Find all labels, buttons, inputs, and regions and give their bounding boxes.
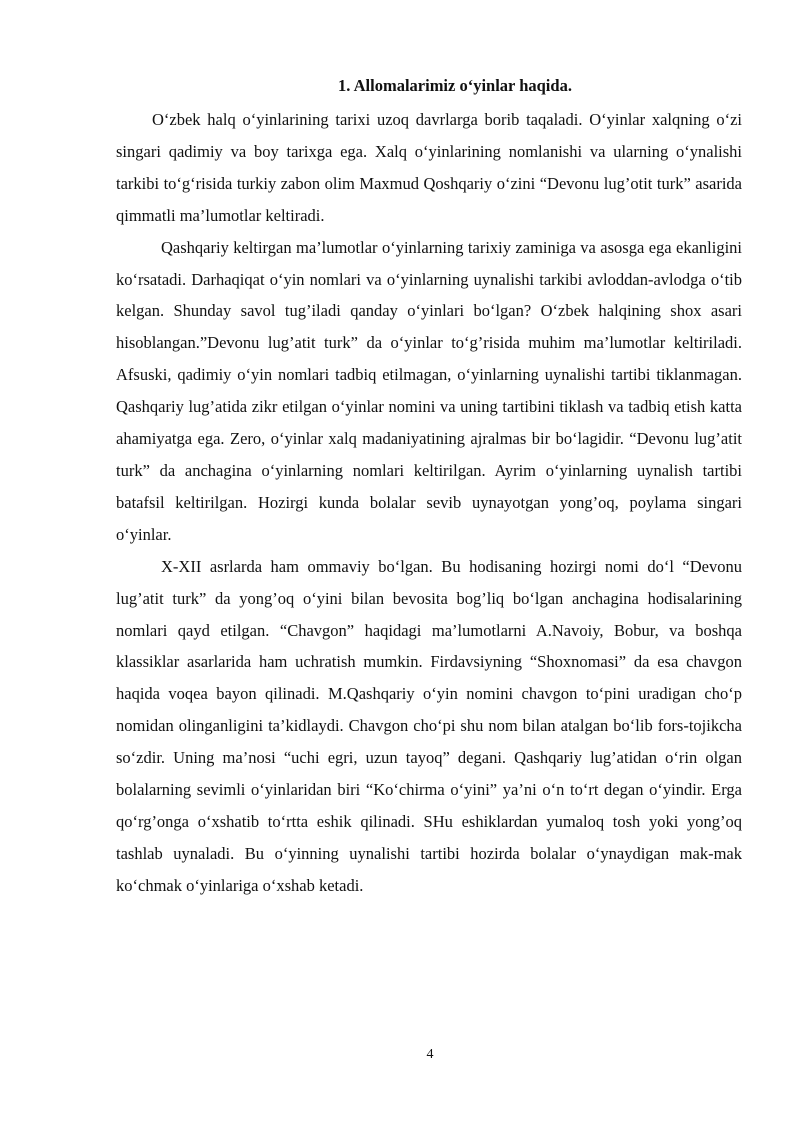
page-number: 4 — [426, 1047, 434, 1062]
paragraph-3: X-XII asrlarda ham ommaviy bo‘lgan. Bu hodisaning hozirgi nomi do‘l “Devonu lug’atit turk” da yong’oq o‘yini bilan bevosita bog’liq bo‘lgan anchagina hodisalarining nomlari qayd etilgan. “Chavgon” haqidagi ma’lumotlarni A.Navoiy, Bobur, va boshqa klassiklar asarlarida ham uchratish mumkin. Firdavsiyning “Shoxnomasi” da esa chavgon haqida voqea bayon qilinadi. M.Qashqariy o‘yin nomini chavgon to‘pini uradigan cho‘p nomidan olinganligini ta’kidlaydi. Chavgon cho‘pi shu nom bilan atalgan bo‘lib fors-tojikcha so‘zdir. Uning ma’nosi “uchi egri, uzun tayoq” degani. Qashqariy lug’atidan o‘rin olgan bolalarning sevimli o‘yinlaridan biri “Ko‘chirma o‘yini” ya’ni o‘n to‘rt degan o‘yindir. Erga qo‘rg’onga o‘xshatib to‘rtta eshik qilinadi. SHu eshiklardan yumaloq tosh yoki yong’oq tashlab uynaladi. Bu o‘yinning uynalishi tartibi hozirda bolalar o‘ynaydigan mak-mak ko‘chmak o‘yinlariga o‘xshab ketadi. — [116, 556, 742, 895]
paragraph-1: O‘zbek halq o‘yinlarining tarixi uzoq davrlarga borib taqaladi. O‘yinlar xalqning o‘zi singari qadimiy va boy tarixga ega. Xalq o‘yinlarining nomlanishi va ularning o‘ynalishi tarkibi to‘g‘risida turkiy zabon olim Maxmud Qoshqariy o‘zini “Devonu lug’otit turk” asarida qimmatli ma’lumotlar keltiradi. — [116, 110, 742, 225]
section-title: 1. Allomalarimiz o‘yinlar haqida. — [338, 76, 572, 95]
body-text — [116, 104, 742, 902]
paragraph-2: Qashqariy keltirgan ma’lumotlar o‘yinlarning tarixiy zaminiga va asosga ega ekanligini ko‘rsatadi. Darhaqiqat o‘yin nomlari va o‘yinlarning uynalishi tarkibi avloddan-avlodga o‘tib kelgan. Shunday savol tug’iladi qanday o‘yinlari bo‘lgan? O‘zbek halqining shox asari hisoblangan.”Devonu lug’atit turk” da o‘yinlar to‘g’risida muhim ma’lumotlar keltiriladi. Afsuski, qadimiy o‘yin nomlari tadbiq etilmagan, o‘yinlarning uynalishi tartibi tiklanmagan. Qashqariy lug’atida zikr etilgan o‘yinlar nomini va uning tartibini tiklash va tadbiq etish katta ahamiyatga ega. Zero, o‘yinlar xalq madaniyatining ajralmas bir bo‘lagidir. “Devonu lug’atit turk” da anchagina o‘yinlarning nomlari keltirilgan. Ayrim o‘yinlarning uynalish tartibi batafsil keltirilgan. Hozirgi kunda bolalar sevib uynayotgan yong’oq, poylama singari o‘yinlar. — [116, 237, 742, 544]
